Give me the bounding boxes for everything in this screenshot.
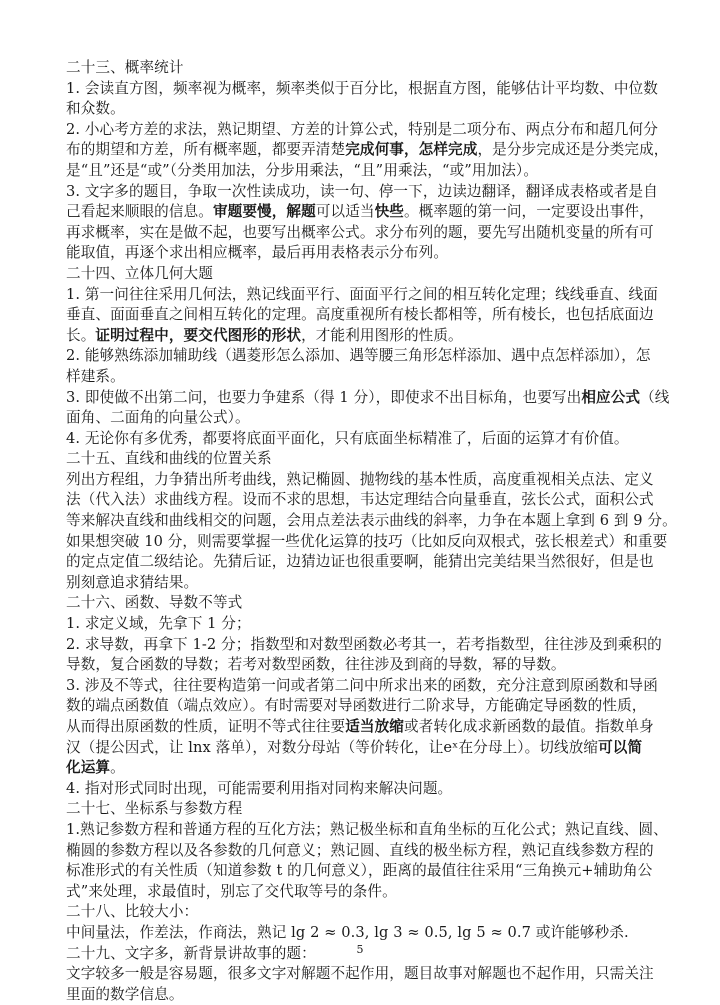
text-segment: 列出方程组，力争猜出所考曲线，熟记椭圆、抛物线的基本性质，高度重视相关点法、定义 (66, 470, 654, 488)
text-segment: 别刻意追求猜结果。 (66, 573, 199, 591)
text-segment: 式”来处理，求最值时，别忘了交代取等号的条件。 (66, 882, 397, 900)
text-line (66, 717, 654, 738)
text-segment: 4. 指对形式同时出现，可能需要利用指对同构来解决问题。 (66, 779, 453, 797)
text-line (66, 861, 654, 882)
text-segment: 再求概率，实在是做不起，也要写出概率公式。求分布列的题，要先写出随机变量的所有可 (66, 223, 654, 241)
text-segment: ，才能利用图形的性质。 (301, 326, 463, 344)
text-line (66, 346, 654, 367)
text-line (66, 532, 668, 553)
text-line (66, 676, 658, 697)
bold-text-segment: 证明过程中，要交代图形的形状 (95, 326, 302, 344)
text-line (66, 841, 654, 862)
text-line (66, 882, 654, 903)
bold-text-segment: 相应公式 (581, 388, 641, 406)
text-segment: 。概率题的第一问，一定要设出事件， (403, 203, 654, 221)
text-line (66, 902, 654, 923)
text-line (66, 388, 670, 409)
text-segment: 垂直、面面垂直之间相互转化的定理。高度重视所有棱长都相等，所有棱长，也包括底面边 (66, 306, 654, 324)
text-segment: 二十九、文字多，新背景讲故事的题： (66, 944, 316, 962)
text-line (66, 799, 654, 820)
text-segment: 或者转化成求新函数的最值。指数单身 (403, 718, 654, 735)
text-segment: 己看起来顺眼的信息。 (66, 203, 213, 221)
text-line (66, 429, 654, 450)
text-segment: 4. 无论你有多优秀，都要将底面平面化，只有底面坐标精准了，后面的运算才有价值。 (66, 429, 629, 447)
text-segment: （线 (640, 388, 670, 406)
text-line (66, 182, 658, 203)
text-segment: 二十六、函数、导数不等式 (66, 594, 243, 612)
text-segment: 布的期望和方差，所有概率题，都要弄清楚 (66, 141, 346, 159)
text-segment: 是“且”还是“或”（分类用加法，分步用乘法，“且”用乘法，“或”用加法）。 (66, 161, 539, 179)
text-line (66, 738, 654, 759)
text-line (66, 243, 654, 264)
text-segment: 2. 小心考方差的求法，熟记期望、方差的计算公式，特别是二项分布、两点分布和超几何分 (66, 120, 658, 138)
text-segment: 1. 会读直方图，频率视为概率，频率类似于百分比，根据直方图，能够估计平均数、中位数 (66, 79, 658, 97)
document-body (66, 58, 677, 1005)
bold-text-segment: 快些 (374, 203, 404, 221)
text-segment: 二十三、概率统计 (66, 59, 184, 76)
text-segment: 二十四、立体几何大题 (66, 264, 213, 282)
text-line (66, 99, 654, 120)
text-segment: 椭圆的参数方程以及各参数的几何意义；熟记圆、直线的极坐标方程，熟记直线参数方程的 (66, 841, 654, 859)
text-segment: 。 (110, 759, 125, 777)
text-line (66, 470, 654, 491)
text-segment: 里面的数学信息。 (66, 985, 184, 1003)
text-segment: 1.熟记参数方程和普通方程的互化方法；熟记极坐标和直角坐标的互化公式；熟记直线、圆、 (66, 820, 668, 838)
text-line (66, 593, 654, 614)
text-segment: 导数，复合函数的导数；若考对数型函数，往往涉及到商的导数，幂的导数。 (66, 656, 566, 674)
text-line (66, 490, 654, 511)
text-segment: 的定点定值二级结论。先猜后证，边猜边证也很重要啊，能猜出完美结果当然很好，但是也 (66, 553, 654, 571)
text-line (66, 285, 658, 306)
text-segment: 二十五、直线和曲线的位置关系 (66, 450, 272, 468)
text-segment: 从而得出原函数的性质，证明不等式往往要 (66, 718, 346, 735)
text-segment: 能取值，再逐个求出相应概率，最后再用表格表示分布列。 (66, 244, 449, 262)
text-line (66, 58, 654, 79)
text-segment: 数的端点函数值（端点效应）。有时需要对导函数进行二阶求导，方能确定导函数的性质， (66, 697, 647, 715)
text-segment: 法（代入法）求曲线方程。设而不求的思想，韦达定理结合向量垂直，弦长公式，面积公式 (66, 491, 654, 509)
text-line (66, 552, 654, 573)
text-segment: 等来解决直线和曲线相交的问题，会用点差法表示曲线的斜率，力争在本题上拿到 6 到 9 分。 (66, 512, 677, 530)
text-line (66, 573, 654, 594)
text-line (66, 758, 654, 779)
text-segment: 1. 求定义域，先拿下 1 分； (66, 615, 251, 633)
text-segment: 样建系。 (66, 367, 125, 385)
text-segment: 3. 即使做不出第二问，也要力争建系（得 1 分），即使求不出目标角，也要写出 (66, 388, 582, 406)
text-line (66, 964, 654, 985)
text-segment: 中间量法，作差法，作商法，熟记 lg 2 ≈ 0.3, lg 3 ≈ 0.5, lg 5 ≈ 0.7 或许能够秒杀. (66, 923, 629, 941)
text-segment: 可以适当 (315, 203, 375, 221)
text-segment: 面角、二面角的向量公式）。 (66, 409, 250, 427)
text-line (66, 367, 654, 388)
page-number: 5 (356, 943, 364, 956)
text-line (66, 140, 669, 161)
text-line (66, 120, 658, 141)
bold-text-segment: 审题要慢，解题 (212, 203, 316, 221)
text-line (66, 696, 654, 717)
text-line (66, 779, 654, 800)
text-segment: 2. 能够熟练添加辅助线（遇菱形怎么添加、遇等腰三角形怎样添加、遇中点怎样添加），怎 (66, 347, 651, 365)
text-segment: 3. 文字多的题目，争取一次性读成功，读一句、停一下，边读边翻译，翻译成表格或者是自 (66, 182, 658, 200)
text-segment: 汉（提公因式，让 lnx 落单），对数分母站（等价转化，让eˣ在分母上）。切线放缩 (66, 738, 599, 756)
text-line (66, 79, 658, 100)
text-line (66, 264, 654, 285)
text-segment: 3. 涉及不等式，往往要构造第一问或者第二问中所求出来的函数，充分注意到原函数和导函 (66, 676, 658, 694)
text-line (66, 408, 654, 429)
bold-text-segment: 化运算 (66, 759, 111, 777)
text-segment: 1. 第一问往往采用几何法，熟记线面平行、面面平行之间的相互转化定理；线线垂直、线面 (66, 285, 658, 303)
text-line (66, 923, 654, 944)
text-line (66, 655, 654, 676)
text-line (66, 635, 662, 656)
text-segment: 2. 求导数，再拿下 1-2 分；指数型和对数型函数必考其一，若考指数型，往往涉及到乘积的 (66, 635, 662, 653)
text-line (66, 511, 677, 532)
text-line (66, 161, 654, 182)
text-line (66, 820, 668, 841)
text-segment: ，是分步完成还是分类完成， (477, 141, 669, 159)
text-segment: 如果想突破 10 分，则需要掌握一些优化运算的技巧（比如反向双根式，弦长根差式）和重要 (66, 532, 668, 550)
text-line (66, 614, 654, 635)
bold-text-segment: 适当放缩 (345, 718, 404, 735)
text-line (66, 449, 654, 470)
text-segment: 和众数。 (66, 100, 125, 118)
text-segment: 标准形式的有关性质（知道参数 t 的几何意义），距离的最值往往采用“三角换元+辅助角公 (66, 862, 653, 880)
text-segment: 长。 (66, 326, 96, 344)
text-line (66, 305, 654, 326)
bold-text-segment: 可以简 (598, 738, 643, 756)
text-segment: 文字较多一般是容易题，很多文字对解题不起作用，题目故事对解题也不起作用，只需关注 (66, 965, 654, 983)
text-segment: 二十八、比较大小： (66, 903, 199, 921)
text-line (66, 985, 654, 1005)
text-segment: 二十七、坐标系与参数方程 (66, 800, 243, 818)
text-line (66, 326, 654, 347)
bold-text-segment: 完成何事，怎样完成 (345, 141, 478, 159)
text-line (66, 223, 654, 244)
text-line (66, 202, 654, 223)
